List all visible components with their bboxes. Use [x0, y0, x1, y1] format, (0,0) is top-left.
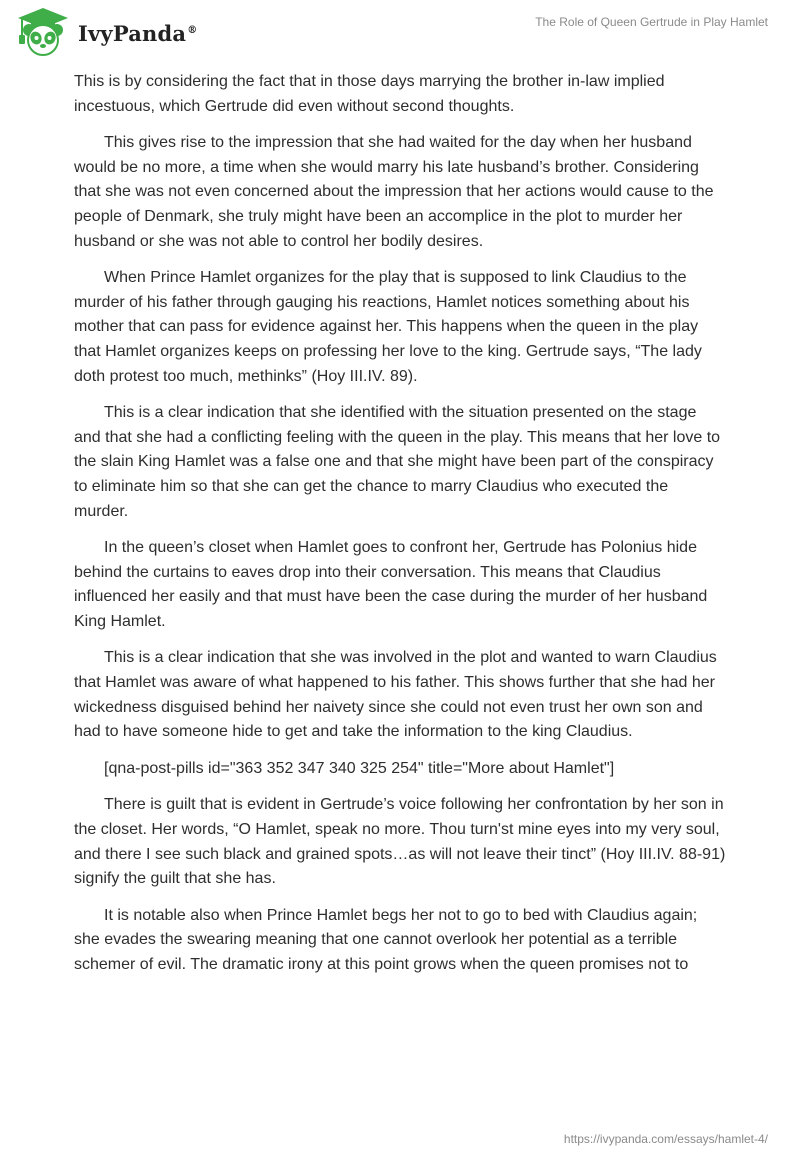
paragraph: This is a clear indication that she identified with the situation presented on the stage and that she had a conflicting feeling with the queen in the play. This means that her love to the slain King Hamlet was a false one and that she might have been part of the conspiracy to eliminate him so that she can get the chance to marry Claudius who executed the murder. [74, 404, 721, 520]
source-url[interactable]: https://ivypanda.com/essays/hamlet-4/ [563, 1132, 768, 1146]
paragraph: There is guilt that is evident in Gertrude’s voice following her confrontation by her son in the closet. Her words, “O Hamlet, speak no more. Thou turn'st mine eyes into my very soul, and there I see such black and grained spots…as will not leave their tinct” (Hoy III.IV. 88-91) signify the guilt that she has. [74, 796, 726, 888]
paragraph: When Prince Hamlet organizes for the play that is supposed to link Claudius to the murder of his father through gauging his reactions, Hamlet notices something about his mother that can pass for evidence against her. This happens when the queen in the play that Hamlet organizes keeps on professing her love to the king. Gertrude says, “The lady doth protest too much, methinks” (Hoy III.IV. 89). [74, 269, 702, 385]
brand-text: IvyPanda [78, 20, 187, 46]
shortcode-placeholder: [qna-post-pills id="363 352 347 340 325 254" title="More about Hamlet"] [104, 759, 615, 777]
paragraph: This is by considering the fact that in those days marrying the brother in-law implied incestuous, which Gertrude did even without second thoughts. [74, 73, 665, 115]
paragraph: This gives rise to the impression that she had waited for the day when her husband would be no more, a time when she would marry his late husband’s brother. Considering that she was not even concerned about the impression that her actions would cause to the people of Denmark, she truly might have been an accomplice in the plot to murder her husband or she was not able to control her bodily desires. [74, 134, 714, 250]
page-header [0, 0, 800, 64]
essay-content [74, 70, 726, 990]
brand-name [78, 21, 197, 46]
paragraph: It is notable also when Prince Hamlet begs her not to go to bed with Claudius again; she evades the swearing meaning that one cannot overlook her potential as a terrible schemer of evil. The dramatic irony at this point grows when the queen promises not to [74, 906, 698, 973]
document-title: The Role of Queen Gertrude in Play Hamlet [535, 15, 768, 29]
paragraph: This is a clear indication that she was involved in the plot and wanted to warn Claudius that Hamlet was aware of what happened to his father. This shows further that she had her wickedness disguised behind her naivety since she could not even trust her own son and had to have someone hide to get and take the information to the king Claudius. [74, 649, 717, 741]
paragraph: In the queen’s closet when Hamlet goes to confront her, Gertrude has Polonius hide behind the curtains to eaves drop into their conversation. This means that Claudius influenced her easily and that must have been the case during the murder of her husband King Hamlet. [74, 539, 708, 630]
ivypanda-logo[interactable] [14, 6, 197, 58]
registered-mark: ® [187, 24, 198, 36]
panda-graduate-icon [14, 6, 72, 58]
